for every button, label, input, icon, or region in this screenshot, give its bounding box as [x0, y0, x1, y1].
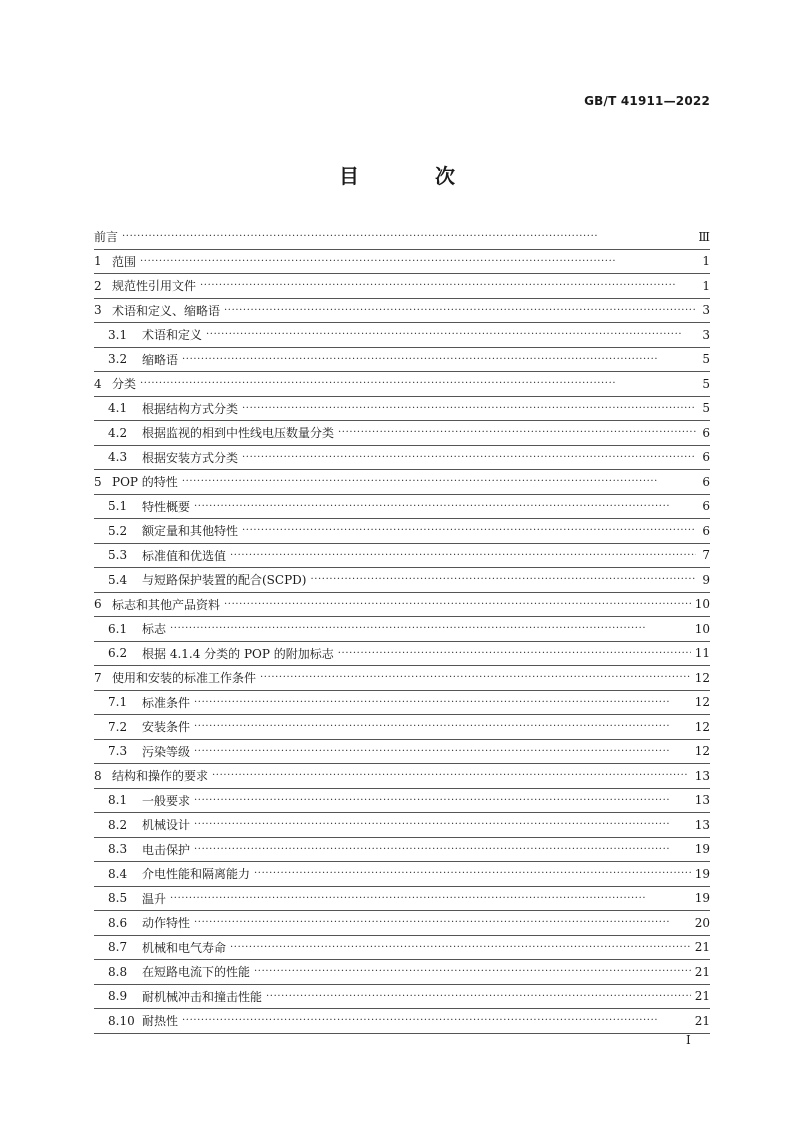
toc-entry[interactable] — [94, 225, 710, 250]
toc-leader-dots — [194, 746, 691, 757]
toc-entry-title: 范围 — [112, 254, 137, 269]
toc-entry-title: 一般要求 — [142, 793, 191, 808]
toc-entry-number: 4.3 — [108, 450, 128, 465]
toc-entry-number: 8.4 — [108, 866, 128, 881]
toc-entry[interactable] — [94, 323, 710, 348]
toc-entry-title: 特性概要 — [142, 499, 191, 514]
toc-entry-number: 2 — [94, 278, 102, 293]
toc-entry-page: 12 — [694, 695, 710, 710]
toc-leader-dots — [140, 378, 696, 389]
toc-entry[interactable] — [94, 960, 710, 985]
toc-entry[interactable] — [94, 838, 710, 863]
toc-entry[interactable] — [94, 985, 710, 1010]
toc-entry-number: 8.5 — [108, 891, 128, 906]
toc-entry-number: 8.8 — [108, 964, 128, 979]
toc-entry-title: 术语和定义、缩略语 — [112, 303, 221, 318]
toc-entry-page: 20 — [694, 915, 710, 930]
toc-entry-title: 机械和电气寿命 — [142, 940, 227, 955]
toc-entry-title: 根据监视的相到中性线电压数量分类 — [142, 426, 335, 441]
toc-entry-number: 6 — [94, 597, 102, 612]
toc-entry-title: 标志 — [142, 622, 167, 637]
page-title: 目 次 — [339, 164, 483, 188]
toc-leader-dots — [242, 525, 696, 536]
toc-leader-dots — [194, 501, 696, 512]
toc-leader-dots — [200, 280, 696, 291]
toc-entry[interactable] — [94, 495, 710, 520]
toc-entry-page: 6 — [702, 499, 710, 514]
toc-entry[interactable] — [94, 642, 710, 667]
toc-entry-title: 额定量和其他特性 — [142, 524, 239, 539]
toc-entry[interactable] — [94, 887, 710, 912]
toc-entry-number: 5.2 — [108, 523, 128, 538]
toc-leader-dots — [224, 305, 696, 316]
toc-entry-page: 1 — [702, 254, 710, 269]
toc-leader-dots — [170, 893, 691, 904]
toc-leader-dots — [260, 672, 691, 683]
toc-entry-number: 8.9 — [108, 989, 128, 1004]
toc-entry[interactable] — [94, 372, 710, 397]
toc-entry-title: POP 的特性 — [112, 475, 178, 490]
toc-entry-title: 安装条件 — [142, 720, 191, 735]
toc-entry-page: 19 — [694, 891, 710, 906]
toc-entry-page: 3 — [702, 327, 710, 342]
toc-entry[interactable] — [94, 936, 710, 961]
standard-code: GB/T 41911—2022 — [584, 94, 710, 108]
toc-leader-dots — [266, 991, 691, 1002]
toc-entry-number: 5 — [94, 474, 102, 489]
toc-entry-page: 21 — [694, 940, 710, 955]
toc-leader-dots — [170, 623, 691, 634]
toc-leader-dots — [310, 574, 696, 585]
toc-entry[interactable] — [94, 519, 710, 544]
toc-entry[interactable] — [94, 911, 710, 936]
toc-entry-title: 根据安装方式分类 — [142, 450, 239, 465]
toc-entry-page: 7 — [702, 548, 710, 563]
toc-entry-number: 8.7 — [108, 940, 128, 955]
toc-leader-dots — [338, 648, 691, 659]
toc-entry-page: 10 — [694, 597, 710, 612]
toc-entry[interactable] — [94, 862, 710, 887]
toc-entry-number: 7.3 — [108, 744, 128, 759]
toc-entry-number: 8.6 — [108, 915, 128, 930]
toc-entry-number: 8 — [94, 768, 102, 783]
toc-entry-title: 根据 4.1.4 分类的 POP 的附加标志 — [142, 646, 334, 661]
toc-entry-number: 4.2 — [108, 425, 128, 440]
toc-entry-page: 6 — [702, 425, 710, 440]
toc-entry[interactable] — [94, 544, 710, 569]
toc-entry[interactable] — [94, 715, 710, 740]
toc-entry[interactable] — [94, 617, 710, 642]
toc-entry-title: 与短路保护装置的配合(SCPD) — [142, 573, 307, 588]
toc-entry[interactable] — [94, 813, 710, 838]
toc-entry-title: 动作特性 — [142, 916, 191, 931]
toc-entry-page: 12 — [694, 744, 710, 759]
toc-entry-title: 介电性能和隔离能力 — [142, 867, 251, 882]
toc-leader-dots — [140, 256, 696, 267]
toc-entry-number: 1 — [94, 254, 102, 269]
toc-entry-page: 10 — [694, 621, 710, 636]
toc-entry-page: 6 — [702, 474, 710, 489]
toc-entry-number: 8.1 — [108, 793, 128, 808]
toc-leader-dots — [230, 550, 696, 561]
toc-entry-page: 5 — [702, 401, 710, 416]
toc-entry-number: 6.1 — [108, 621, 128, 636]
toc-leader-dots — [182, 1015, 691, 1026]
toc-entry-title: 耐机械冲击和撞击性能 — [142, 989, 263, 1004]
toc-entry-number: 8.10 — [108, 1013, 135, 1028]
toc-entry-title: 结构和操作的要求 — [112, 769, 209, 784]
toc-leader-dots — [182, 476, 696, 487]
toc-entry[interactable] — [94, 593, 710, 618]
toc-entry[interactable] — [94, 789, 710, 814]
toc-leader-dots — [254, 868, 691, 879]
toc-leader-dots — [182, 354, 696, 365]
toc-entry-number: 8.3 — [108, 842, 128, 857]
toc-entry-page: 6 — [702, 523, 710, 538]
toc-leader-dots — [242, 403, 696, 414]
toc-entry-title: 污染等级 — [142, 744, 191, 759]
toc-entry-page: 5 — [702, 376, 710, 391]
toc-leader-dots — [194, 917, 691, 928]
toc-entry-number: 7.2 — [108, 719, 128, 734]
toc-entry[interactable] — [94, 470, 710, 495]
toc-entry-page: 12 — [694, 719, 710, 734]
toc-leader-dots — [194, 844, 691, 855]
toc-entry[interactable] — [94, 1009, 710, 1034]
toc-leader-dots — [224, 599, 691, 610]
toc-entry[interactable] — [94, 740, 710, 765]
toc-entry-title: 标准条件 — [142, 695, 191, 710]
toc-entry-number: 7.1 — [108, 695, 128, 710]
toc-entry-page: 21 — [694, 989, 710, 1004]
toc-entry-number: 3 — [94, 303, 102, 318]
toc-entry-page: 6 — [702, 450, 710, 465]
toc-entry[interactable] — [94, 299, 710, 324]
toc-entry-number: 5.3 — [108, 548, 128, 563]
toc-entry-page: 13 — [694, 768, 710, 783]
toc-entry[interactable] — [94, 274, 710, 299]
toc-leader-dots — [254, 966, 691, 977]
toc-leader-dots — [212, 770, 691, 781]
toc-entry-page: 12 — [694, 670, 710, 685]
toc-leader-dots — [122, 231, 694, 242]
toc-entry-page: 11 — [694, 646, 710, 661]
toc-entry-title: 耐热性 — [142, 1014, 179, 1029]
toc-leader-dots — [338, 427, 696, 438]
toc-entry[interactable] — [94, 764, 710, 789]
toc-entry-title: 前言 — [94, 230, 119, 245]
toc-entry-page: 1 — [702, 278, 710, 293]
toc-entry-title: 标志和其他产品资料 — [112, 597, 221, 612]
toc-entry-page: 21 — [694, 964, 710, 979]
toc-entry-page: 5 — [702, 352, 710, 367]
toc-entry-title: 使用和安装的标准工作条件 — [112, 671, 257, 686]
toc-entry-title: 温升 — [142, 891, 167, 906]
toc-leader-dots — [206, 329, 696, 340]
toc-entry[interactable] — [94, 397, 710, 422]
toc-leader-dots — [230, 942, 691, 953]
toc-entry-page: 9 — [702, 572, 710, 587]
toc-entry-title: 标准值和优选值 — [142, 548, 227, 563]
toc-entry-number: 4 — [94, 376, 102, 391]
toc-entry-title: 规范性引用文件 — [112, 279, 197, 294]
toc-entry-page: 19 — [694, 842, 710, 857]
toc-entry[interactable] — [94, 421, 710, 446]
table-of-contents — [94, 225, 710, 1034]
toc-entry-number: 8.2 — [108, 817, 128, 832]
toc-entry-page: 13 — [694, 793, 710, 808]
toc-entry-number: 7 — [94, 670, 102, 685]
toc-entry[interactable] — [94, 691, 710, 716]
toc-leader-dots — [194, 697, 691, 708]
toc-entry[interactable] — [94, 348, 710, 373]
toc-entry-number: 5.1 — [108, 499, 128, 514]
toc-entry-number: 4.1 — [108, 401, 128, 416]
toc-entry[interactable] — [94, 250, 710, 275]
toc-entry-title: 分类 — [112, 377, 137, 392]
toc-leader-dots — [194, 819, 691, 830]
toc-entry[interactable] — [94, 446, 710, 471]
toc-entry-page: 13 — [694, 817, 710, 832]
toc-entry-number: 3.1 — [108, 327, 128, 342]
toc-entry-title: 术语和定义 — [142, 328, 203, 343]
toc-entry-page: 3 — [702, 303, 710, 318]
toc-entry-page: 21 — [694, 1013, 710, 1028]
toc-leader-dots — [242, 452, 696, 463]
toc-entry-page: 19 — [694, 866, 710, 881]
footer-page-number: I — [686, 1033, 691, 1047]
toc-entry-number: 6.2 — [108, 646, 128, 661]
toc-leader-dots — [194, 795, 691, 806]
toc-entry[interactable] — [94, 568, 710, 593]
toc-entry-title: 电击保护 — [142, 842, 191, 857]
toc-entry-title: 根据结构方式分类 — [142, 401, 239, 416]
toc-entry-title: 缩略语 — [142, 352, 179, 367]
toc-entry-title: 机械设计 — [142, 818, 191, 833]
toc-entry-page: Ⅲ — [698, 229, 710, 244]
toc-entry-number: 3.2 — [108, 352, 128, 367]
toc-leader-dots — [194, 721, 691, 732]
toc-entry-number: 5.4 — [108, 572, 128, 587]
toc-entry-title: 在短路电流下的性能 — [142, 965, 251, 980]
toc-entry[interactable] — [94, 666, 710, 691]
